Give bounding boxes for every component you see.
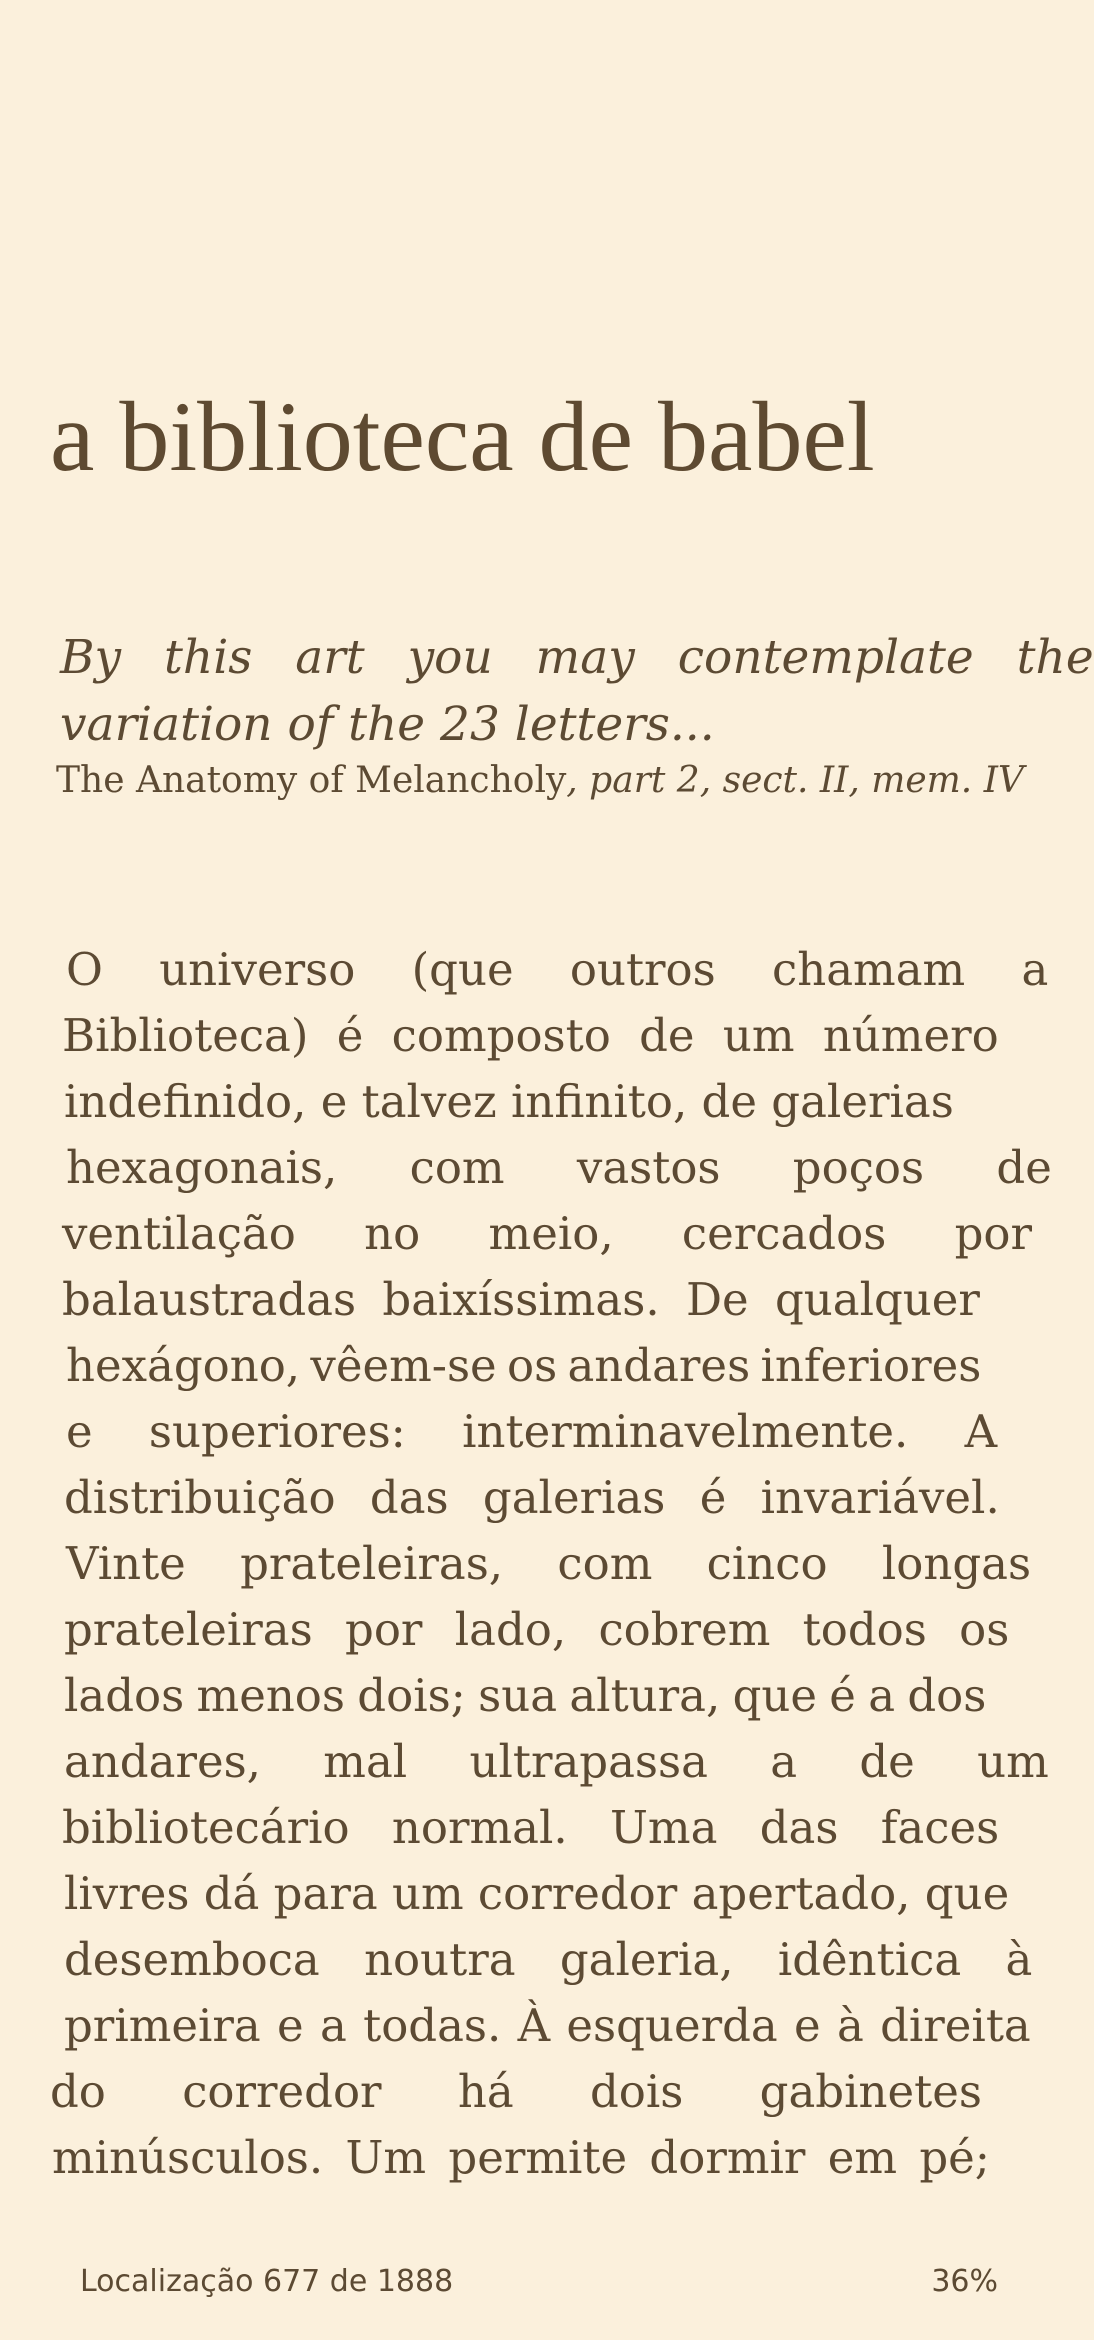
page-content <box>50 0 1094 2230</box>
body-line: balaustradas baixíssimas. De qualquer <box>62 1273 980 1326</box>
citation-book: The Anatomy of Melancholy <box>56 760 567 801</box>
body-line: lados menos dois; sua altura, que é a dos <box>64 1669 987 1722</box>
body-line: livres dá para um corredor apertado, que <box>64 1867 1010 1920</box>
chapter-title: a biblioteca de babel <box>50 381 875 492</box>
body-line: bibliotecário normal. Uma das faces <box>62 1801 1000 1854</box>
body-line: hexágono, vêem-se os andares inferiores <box>66 1339 982 1392</box>
body-line: desemboca noutra galeria, idêntica à <box>64 1933 1033 1986</box>
body-line: hexagonais, com vastos poços de <box>66 1141 1052 1194</box>
body-line: Vinte prateleiras, com cinco longas <box>66 1537 1032 1590</box>
epigraph-citation <box>56 757 1024 805</box>
body-line: primeira e a todas. À esquerda e à direita <box>64 1999 1031 2052</box>
body-line: e superiores: interminavelmente. A <box>66 1405 998 1458</box>
body-line: do corredor há dois gabinetes <box>50 2065 982 2118</box>
progress-percent[interactable]: 36% <box>931 2264 998 2299</box>
body-line: indefinido, e talvez infinito, de galerias <box>64 1075 954 1128</box>
body-line: prateleiras por lado, cobrem todos os <box>64 1603 1010 1656</box>
body-line: Biblioteca) é composto de um número <box>62 1009 999 1062</box>
body-line: ventilação no meio, cercados por <box>62 1207 1033 1260</box>
epigraph-line-2: variation of the 23 letters... <box>60 697 715 752</box>
location-indicator[interactable]: Localização 677 de 1888 <box>80 2264 454 2299</box>
citation-section: , part 2, sect. II, mem. IV <box>566 760 1024 801</box>
body-line: O universo (que outros chamam a <box>66 943 1049 996</box>
epigraph-line-1: By this art you may contemplate the <box>60 630 1094 685</box>
body-line: distribuição das galerias é invariável. <box>64 1471 1000 1524</box>
body-line: andares, mal ultrapassa a de um <box>64 1735 1049 1788</box>
body-line: minúsculos. Um permite dormir em pé; <box>52 2131 990 2184</box>
